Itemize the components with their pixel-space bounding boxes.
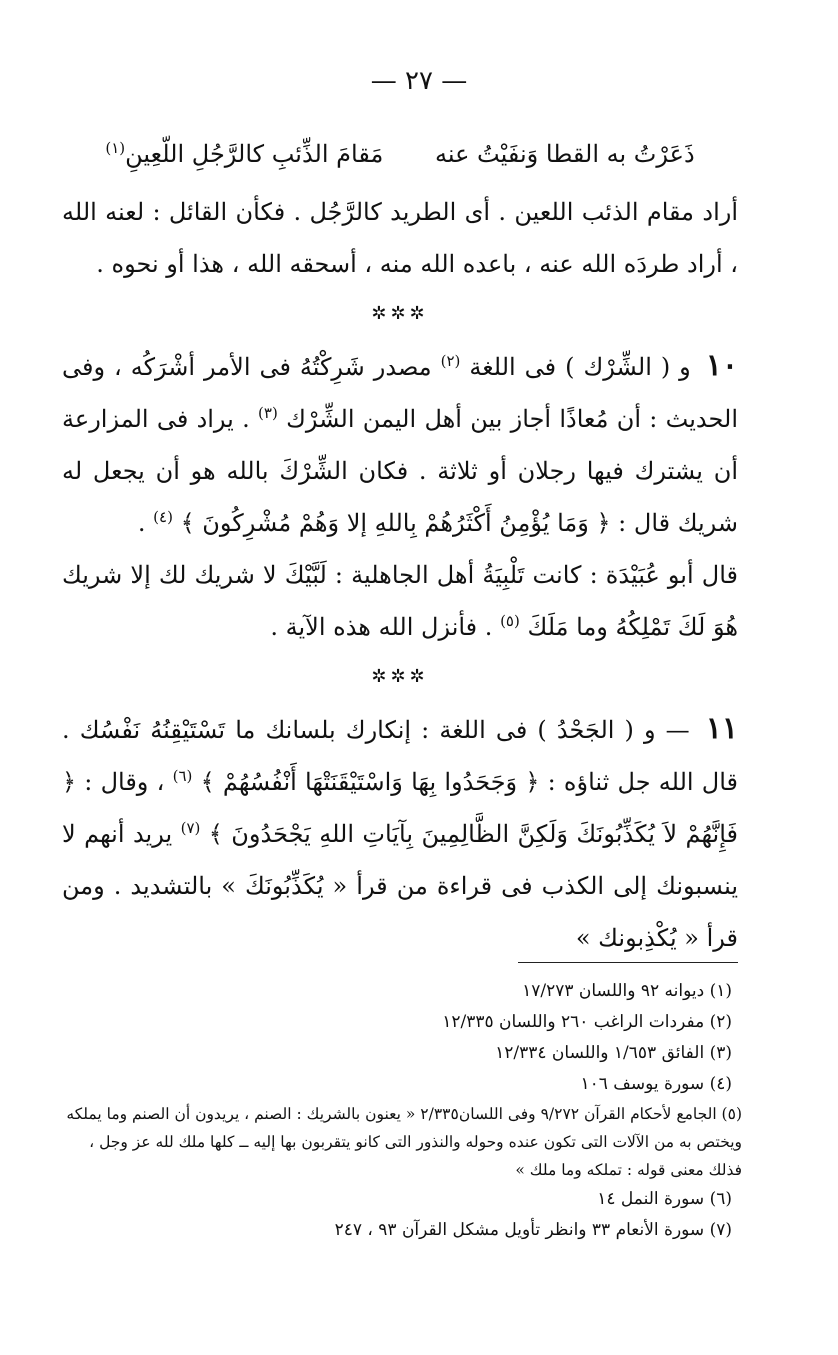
section-10-text-f: . فأنزل الله هذه الآية . bbox=[270, 613, 493, 641]
section-11-text-a: — و ( الجَحْدُ ) فى اللغة : إنكارك بلسانك ما تَسْتَيْقِنُهُ نَفْسُك . قال الله جل ثناؤه : ﴿ وَجَحَدُوا بِهَا وَاسْتَيْقَنَتْهَا أَنْفُسُهُمْ ﴾ bbox=[62, 716, 738, 796]
poetry-verse bbox=[62, 128, 738, 180]
footnote-ref-1: (١) bbox=[105, 139, 126, 157]
main-text bbox=[62, 128, 738, 964]
section-10-text-a: و ( الشِّرْك ) فى اللغة bbox=[469, 353, 691, 381]
footnote-ref-2: (٢) bbox=[440, 352, 461, 370]
footnote-6: (٦) سورة النمل ١٤ bbox=[597, 1189, 732, 1209]
page-number: — ٢٧ — bbox=[370, 66, 468, 96]
footnote-3: (٣) الفائق ١/٦٥٣ واللسان ١٢/٣٣٤ bbox=[495, 1043, 732, 1063]
section-11-text-c: يريد أنهم لا ينسبونك إلى الكذب فى قراءة من قرأ « يُكَذِّبُونَكَ » بالتشديد . ومن قرأ « يُكْذِبونك » bbox=[62, 820, 738, 952]
footnote-ref-4: (٤) bbox=[153, 508, 173, 526]
footnote-1: (١) ديوانه ٩٢ واللسان ١٧/٢٧٣ bbox=[522, 981, 732, 1001]
section-11-text-b: ، وقال : ﴿ فَإِنَّهُمْ لاَ يُكَذِّبُونَكَ وَلَكِنَّ الظَّالِمِينَ بِآيَاتِ اللهِ يَجْحَدُونَ ﴾ bbox=[62, 768, 738, 848]
verse-hemistich-left: مَقامَ الذِّئبِ كالرَّجُلِ اللّعِينِ$^{(١)}$ bbox=[105, 139, 384, 168]
footnote-ref-6: (٦) bbox=[172, 767, 193, 785]
section-10-text-d: . bbox=[137, 509, 146, 537]
section-10-text-c: . يراد فى المزارعة أن يشترك فيها رجلان أو ثلاثة . فكان الشِّرْكَ بالله هو أن يجعل له شريك قال : ﴿ وَمَا يُؤْمِنُ أَكْثَرُهُمْ بِاللهِ إلا وَهُمْ مُشْرِكُونَ ﴾ bbox=[62, 405, 738, 537]
section-10-quote bbox=[62, 549, 738, 653]
verse-hemistich-right: ذَعَرْتُ به القطا وَنفَيْتُ عنه bbox=[434, 140, 695, 168]
verse-explanation: أراد مقام الذئب اللعين . أى الطريد كالرَّجُل . فكأن القائل : لعنه الله ، أراد طردَه الله عنه ، باعده الله منه ، أسحقه الله ، هذا أو نحوه . bbox=[62, 198, 738, 278]
section-separator: ✲✲✲ bbox=[371, 303, 429, 324]
section-10 bbox=[62, 340, 738, 549]
section-10-text-b: مصدر شَرِكْتُهُ فى الأمر أشْرَكُه ، وفى الحديث : أن مُعاذًا أجاز بين أهل اليمن الشِّرْك bbox=[62, 353, 738, 433]
footnote-7: (٧) سورة الأنعام ٣٣ وانظر تأويل مشكل القرآن ٩٣ ، ٢٤٧ bbox=[334, 1220, 732, 1240]
footnote-4: (٤) سورة يوسف ١٠٦ bbox=[580, 1074, 732, 1094]
section-10-text-e: قال أبو عُبَيْدَة : كانت تَلْبِيَةُ أهل الجاهلية : لَبَّيْكَ لا شريك لك إلا شريك هُوَ لَكَ تَمْلِكُهُ وما مَلَكَ bbox=[62, 561, 738, 641]
section-number-11: ١١ bbox=[705, 711, 738, 746]
footnote-5: (٥) الجامع لأحكام القرآن ٩/٢٧٢ وفى اللسان٢/٣٣٥ « يعنون بالشريك : الصنم ، يريدون أن الصنم وما يملكه ويختص به من الآلات التى تكون عنده وحوله والنذور التى كانو يتقربون بها إليه ــ كلها ملك لله عز وجل ، فذلك معنى قوله : تملكه وما ملك » bbox=[66, 1105, 742, 1179]
section-separator-2: ✲✲✲ bbox=[371, 666, 429, 687]
footnote-divider bbox=[518, 962, 738, 963]
section-number-10: ١٠ bbox=[705, 348, 738, 383]
footnote-2: (٢) مفردات الراغب ٢٦٠ واللسان ١٢/٣٣٥ bbox=[442, 1012, 732, 1032]
footnote-ref-7: (٧) bbox=[180, 819, 201, 837]
footnote-ref-5: (٥) bbox=[500, 612, 520, 630]
section-11 bbox=[62, 703, 738, 964]
footnote-ref-3: (٣) bbox=[258, 404, 278, 422]
footnotes bbox=[52, 976, 742, 1246]
